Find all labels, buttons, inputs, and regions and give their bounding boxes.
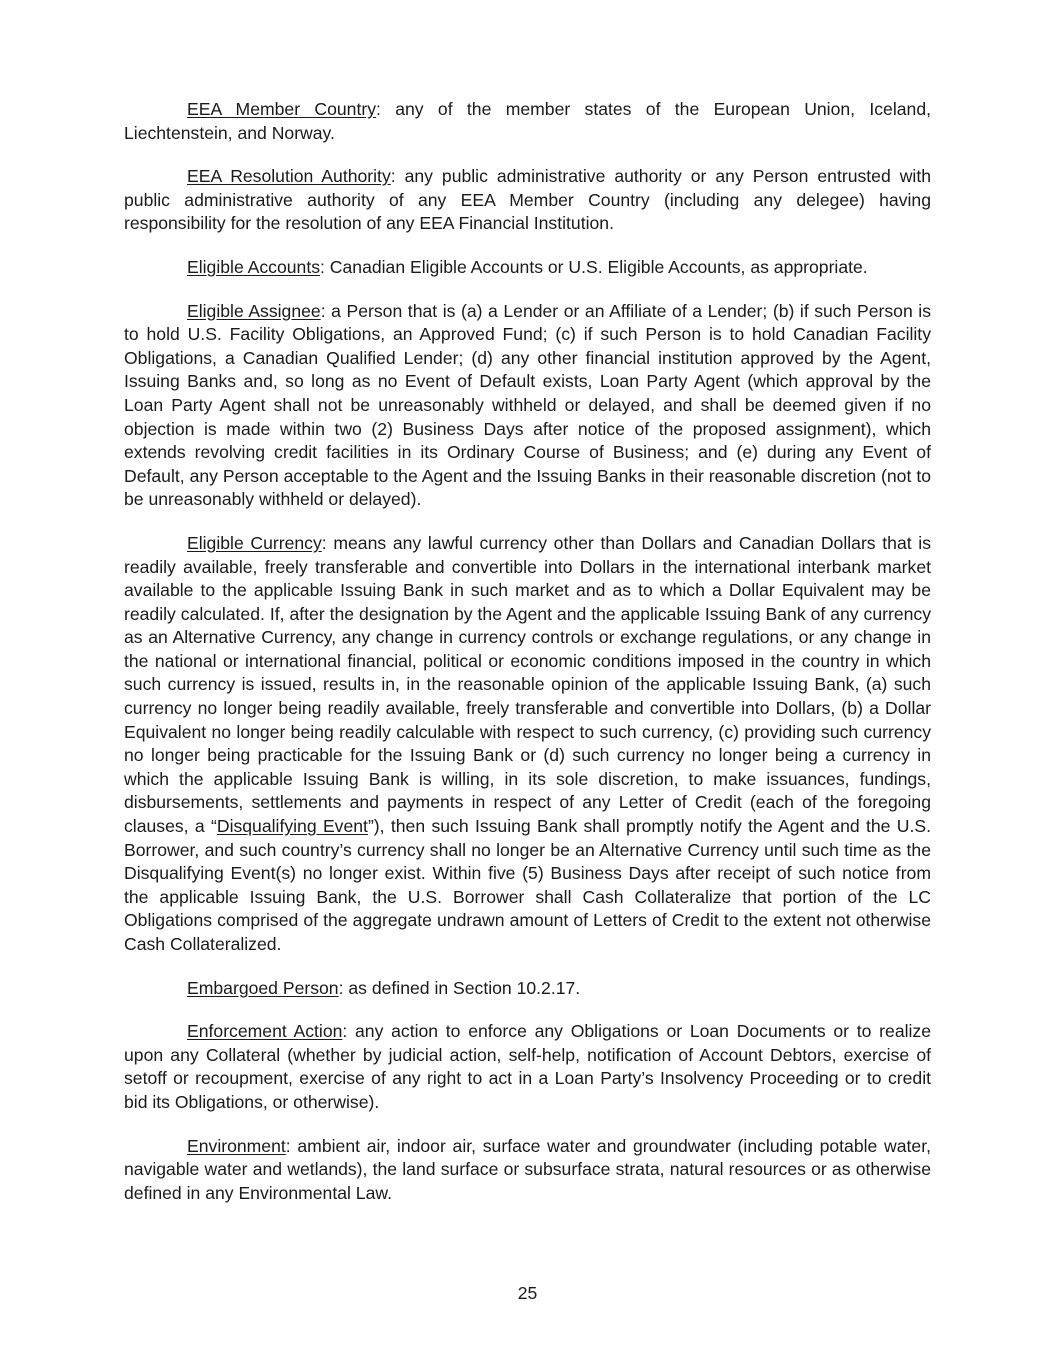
page-number: 25 [517,1283,538,1303]
definition-text: : a Person that is (a) a Lender or an Affiliate of a Lender; (b) if such Person is to hold U.S. Facility Obligations, an Approved Fund; (c) if such Person is to hold Canadian Facility Obligations, a Canadian Qualified Lender; (d) any other financial institution approved by the Agent, Issuing Banks and, so long as no Event of Default exists, Loan Party Agent (which approval by the Loan Party Agent shall not be unreasonably withheld or delayed, and shall be deemed given if no objection is made within two (2) Business Days after notice of the proposed assignment), which extends revolving credit facilities in its Ordinary Course of Business; and (e) during any Event of Default, any Person acceptable to the Agent and the Issuing Banks in their reasonable discretion (not to be unreasonably withheld or delayed). [124,300,931,510]
definition-text: : ambient air, indoor air, surface water and groundwater (including potable water, navigable water and wetlands), the land surface or subsurface strata, natural resources or as otherwise defined in any Environmental Law. [124,1135,931,1203]
definition-eea-member-country [124,98,931,145]
definition-eligible-assignee [124,300,931,512]
definition-eligible-currency [124,532,931,957]
definition-text: : any of the member states of the European Union, Iceland, Liechtenstein, and Norway. [124,99,931,143]
defined-term: Embargoed Person [187,977,339,998]
defined-term: Environment [187,1135,286,1156]
definition-eea-resolution-authority [124,165,931,236]
definition-text-continued: ”), then such Issuing Bank shall promptly notify the Agent and the U.S. Borrower, and such country’s currency shall no longer be an Alternative Currency until such time as the Disqualifying Event(s) no longer exist. Within five (5) Business Days after receipt of such notice from the applicable Issuing Bank, the U.S. Borrower shall Cash Collateralize that portion of the LC Obligations comprised of the aggregate undrawn amount of Letters of Credit to the extent not otherwise Cash Collateralized. [124,816,931,954]
definition-text: : means any lawful currency other than Dollars and Canadian Dollars that is readily available, freely transferable and convertible into Dollars in the international interbank market available to the applicable Issuing Bank in such market and as to which a Dollar Equivalent may be readily calculated. If, after the designation by the Agent and the applicable Issuing Bank of any currency as an Alternative Currency, any change in currency controls or exchange regulations, or any change in the national or international financial, political or economic conditions imposed in the country in which such currency is issued, results in, in the reasonable opinion of the applicable Issuing Bank, (a) such currency no longer being readily available, freely transferable and convertible into Dollars, (b) a Dollar Equivalent no longer being readily calculable with respect to such currency, (c) providing such currency no longer being practicable for the Issuing Bank or (d) such currency no longer being a currency in which the applicable Issuing Bank is willing, in its sole discretion, to make issuances, fundings, disbursements, settlements and payments in respect of any Letter of Credit (each of the foregoing clauses, a “ [124,532,932,837]
definition-text: : any action to enforce any Obligations or Loan Documents or to realize upon any Collateral (whether by judicial action, self-help, notification of Account Debtors, exercise of setoff or recoupment, exercise of any right to act in a Loan Party’s Insolvency Proceeding or to credit bid its Obligations, or otherwise). [124,1021,932,1112]
definition-embargoed-person [124,977,931,1001]
definition-enforcement-action [124,1020,931,1114]
defined-term: Eligible Accounts [187,256,321,277]
defined-term: EEA Resolution Authority [187,166,391,187]
defined-term: Eligible Assignee [187,300,321,321]
defined-term: EEA Member Country [187,99,377,119]
definition-text: : any public administrative authority or any Person entrusted with public administrative authority of any EEA Member Country (including any delegee) having responsibility for the resolution of any EEA Financial Institution. [124,166,931,234]
defined-term: Enforcement Action [187,1021,343,1042]
definition-environment [124,1135,931,1206]
defined-term: Eligible Currency [187,532,322,553]
document-page [124,98,931,1225]
inline-defined-term: Disqualifying Event [216,816,368,837]
definition-text: : Canadian Eligible Accounts or U.S. Eligible Accounts, as appropriate. [320,256,868,277]
definition-eligible-accounts [124,256,931,280]
definition-text: : as defined in Section 10.2.17. [338,977,581,998]
